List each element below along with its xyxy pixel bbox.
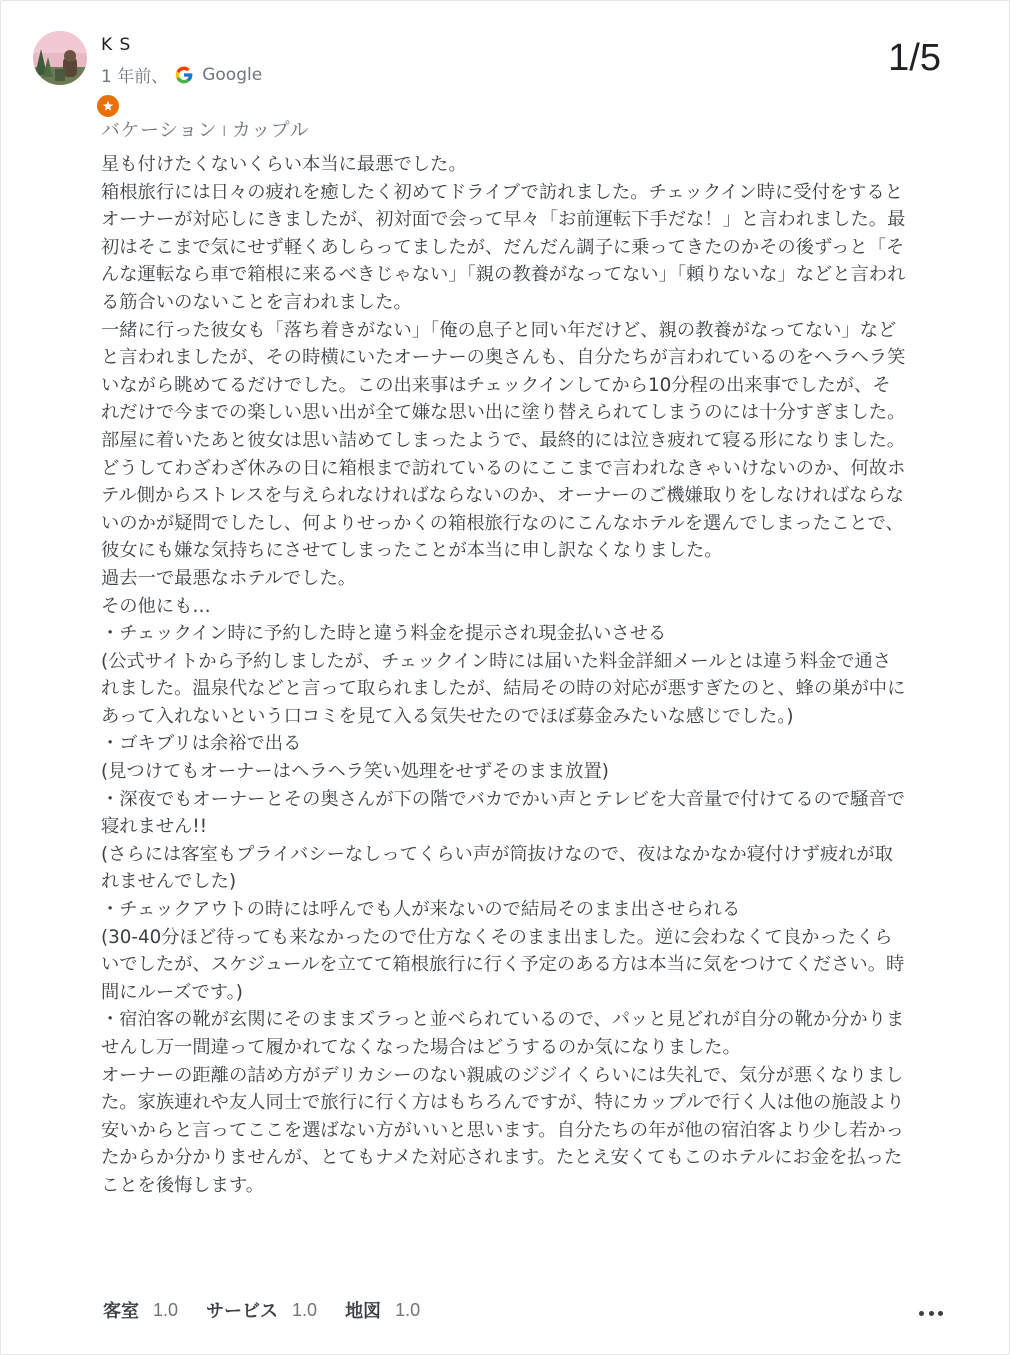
review-time: 1 年前、 (101, 67, 169, 87)
review-source: Google (202, 64, 263, 85)
google-logo-icon (174, 65, 194, 85)
rating-label-location: 地図 (345, 1301, 382, 1322)
rating-score-service: 1.0 (292, 1299, 318, 1320)
photo-counter: 1/5 (888, 37, 941, 79)
trip-tags (101, 115, 309, 142)
trip-separator: I (222, 124, 227, 140)
more-dot (929, 1311, 934, 1316)
rating-label-rooms: 客室 (103, 1301, 139, 1322)
more-options-icon[interactable] (919, 1303, 943, 1323)
trip-companion: カップル (231, 119, 309, 141)
more-dot (938, 1311, 943, 1316)
rating-score-rooms: 1.0 (153, 1299, 179, 1320)
review-text: 星も付けたくないくらい本当に最悪でした。 箱根旅行には日々の疲れを癒したく初めてドライブで訪れました。チェックイン時に受付をするとオーナーが対応しにきましたが、初対面で会って早々「お前運転下手だな！」と言われました。最初はそこまで気にせず軽くあしらってましたが、だんだん調子に乗ってきたのかその後ずっと「そんな運転なら車で箱根に来るべきじゃない」「親の教養がなってない」「頼りないな」などと言われる筋合いのないことを言われました。 一緒に行った彼女も「落ち着きがない」「俺の息子と同い年だけど、親の教養がなってない」などと言われましたが、その時横にいたオーナーの奥さんも、自分たちが言われているのをヘラヘラ笑いながら眺めてるだけでした。この出来事はチェックインしてから10分程の出来事でしたが、それだけで今までの楽しい思い出が全て嫌な思い出に塗り替えられてしまうのには十分すぎました。部屋に着いたあと彼女は思い詰めてしまったようで、最終的には泣き疲れて寝る形になりました。 どうしてわざわざ休みの日に箱根まで訪れているのにここまで言われなきゃいけないのか、何故ホテル側からストレスを与えられなければならないのか、オーナーのご機嫌取りをしなければならないのかが疑問でしたし、何よりせっかくの箱根旅行なのにこんなホテルを選んでしまったことで、彼女にも嫌な気持ちにさせてしまったことが本当に申し訳なくなりました。 過去一で最悪なホテルでした。 その他にも… ・チェックイン時に予約した時と違う料金を提示され現金払いさせる (公式サイトから予約しましたが、チェックイン時には届いた料金詳細メールとは違う料金で通されました。温泉代などと言って取られましたが、結局その時の対応が悪すぎたのと、蜂の巣が中にあって入れないという口コミを見て入る気失せたのでほぼ募金みたいな感じでした。) ・ゴキブリは余裕で出る (見つけてもオーナーはヘラヘラ笑い処理をせずそのまま放置) ・深夜でもオーナーとその奥さんが下の階でバカでかい声とテレビを大音量で付けてるので騒音で寝れません!! (さらには客室もプライバシーなしってくらい声が筒抜けなので、夜はなかなか寝付けず疲れが取れませんでした) ・チェックアウトの時には呼んでも人が来ないので結局そのまま出させられる (30-40分ほど待っても来なかったので仕方なくそのまま出ました。逆に会わなくて良かったくらいでしたが、スケジュールを立てて箱根旅行に行く予定のある方は本当に気をつけてください。時間にルーズです。) ・宿泊客の靴が玄関にそのままズラっと並べられているので、パッと見どれが自分の靴か分かりませんし万一間違って履かれてなくなった場合はどうするのか気になりました。 オーナーの距離の詰め方がデリカシーのない親戚のジジイくらいには失礼で、気分が悪くなりました。家族連れや友人同士で旅行に行く方はもちろんですが、特にカップルで行く人は他の施設より安いからと言ってここを選ばない方がいいと思います。自分たちの年が他の宿泊客より少し若かったからか分かりませんが、とてもナメた対応されます。たとえ安くてもこのホテルにお金を払ったことを後悔します。 (101, 154, 906, 1196)
avatar-image (33, 31, 87, 85)
more-dot (919, 1311, 924, 1316)
rating-label-service: サービス (206, 1301, 279, 1322)
trip-type: バケーション (101, 119, 218, 141)
sub-ratings (103, 1297, 448, 1323)
reviewer-name[interactable]: K S (101, 35, 132, 55)
review-meta (101, 62, 262, 87)
rating-score-location: 1.0 (395, 1299, 421, 1320)
avatar[interactable] (33, 31, 87, 85)
